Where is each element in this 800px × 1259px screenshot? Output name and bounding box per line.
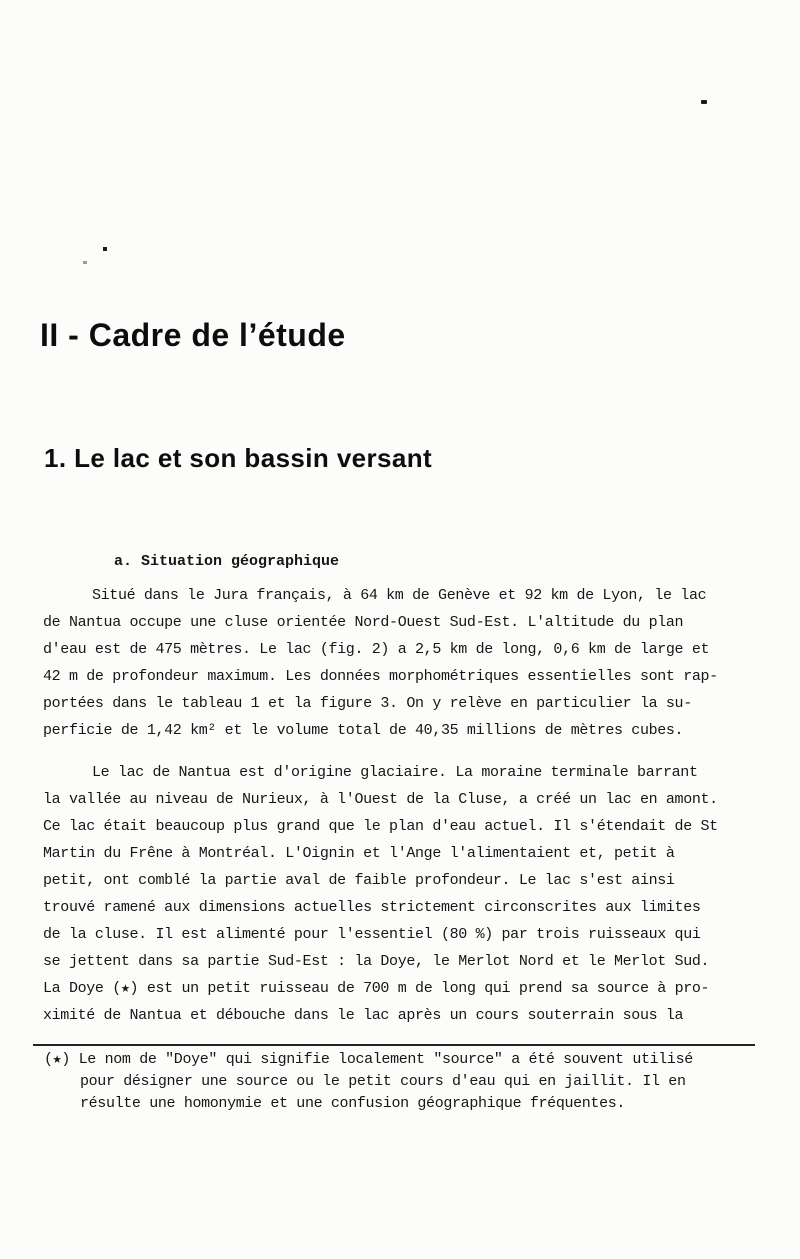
text-line: se jettent dans sa partie Sud-Est : la Doye, le Merlot Nord et le Merlot Sud. [43,953,710,970]
scan-speck [103,247,107,251]
text-line: trouvé ramené aux dimensions actuelles strictement circonscrites aux limites [43,899,701,916]
paragraph-geography [43,582,718,744]
footnote [44,1049,693,1115]
text-line: petit, ont comblé la partie aval de faible profondeur. Le lac s'est ainsi [43,872,675,889]
text-line: la vallée au niveau de Nurieux, à l'Ouest de la Cluse, a créé un lac en amont. [43,791,718,808]
text-line: de Nantua occupe une cluse orientée Nord-Ouest Sud-Est. L'altitude du plan [43,614,684,631]
text-line: La Doye (★) est un petit ruisseau de 700 m de long qui prend sa source à pro- [43,980,710,997]
footnote-line: pour désigner une source ou le petit cours d'eau qui en jaillit. Il en [80,1073,686,1090]
text-line: portées dans le tableau 1 et la figure 3. On y relève en particulier la su- [43,695,692,712]
paragraph-lake-origin [43,759,718,1029]
subsection-heading: a. Situation géographique [114,553,340,570]
text-line: de la cluse. Il est alimenté pour l'essentiel (80 %) par trois ruisseaux qui [43,926,701,943]
text-line: Situé dans le Jura français, à 64 km de Genève et 92 km de Lyon, le lac [92,587,707,604]
section-heading: 1. Le lac et son bassin versant [44,442,433,473]
footnote-line: résulte une homonymie et une confusion géographique fréquentes. [80,1095,626,1112]
footnote-divider [33,1044,755,1046]
text-line: ximité de Nantua et débouche dans le lac après un cours souterrain sous la [43,1007,684,1024]
footnote-line: (★) Le nom de "Doye" qui signifie localement "source" a été souvent utilisé [44,1051,693,1068]
text-line: Martin du Frêne à Montréal. L'Oignin et l'Ange l'alimentaient et, petit à [43,845,675,862]
scan-speck [83,261,87,264]
text-line: 42 m de profondeur maximum. Les données morphométriques essentielles sont rap- [43,668,718,685]
text-line: d'eau est de 475 mètres. Le lac (fig. 2) a 2,5 km de long, 0,6 km de large et [43,641,710,658]
chapter-heading: II - Cadre de l’étude [40,317,346,354]
scan-speck [701,100,707,104]
text-line: Le lac de Nantua est d'origine glaciaire. La moraine terminale barrant [92,764,698,781]
text-line: perficie de 1,42 km² et le volume total de 40,35 millions de mètres cubes. [43,722,684,739]
text-line: Ce lac était beaucoup plus grand que le plan d'eau actuel. Il s'étendait de St [43,818,718,835]
